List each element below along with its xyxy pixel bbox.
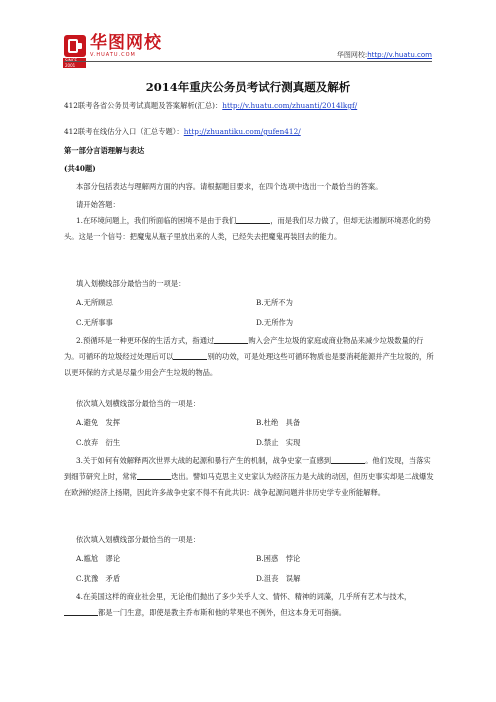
question-1-text-a: 1.在环境问题上，我们所面临的困境不是由于我们 bbox=[76, 216, 237, 225]
option-a[interactable]: A.尴尬 谬论 bbox=[76, 554, 121, 563]
logo-name: 华图网校 bbox=[90, 33, 162, 53]
link-label-2: 412联考在线估分入口（汇总专题）： bbox=[64, 127, 184, 136]
instruction: 请开始答题： bbox=[76, 200, 120, 209]
question-4 bbox=[64, 589, 434, 621]
question-2-prompt: 依次填入划横线部分最恰当的一项是： bbox=[76, 399, 201, 408]
option-b[interactable]: B.困惑 悖论 bbox=[256, 554, 301, 563]
page-title: 2014年重庆公务员考试行测真题及解析 bbox=[145, 80, 351, 94]
question-2-text-a: 2.预循环是一种更环保的生活方式，指通过 bbox=[76, 336, 215, 345]
question-count: (共40题) bbox=[64, 164, 96, 173]
question-3-text-a: 3.关于如何有效解释两次世界大战的起源和暴行产生的机制，战争史家一直感到 bbox=[76, 456, 332, 465]
question-3-text-b: 。他们发现，当落实到细节研究上时，常常 bbox=[64, 456, 431, 481]
section-intro: 本部分包括表达与理解两方面的内容。请根据题目要求，在四个选项中选出一个最恰当的答案。 bbox=[76, 182, 383, 191]
option-b[interactable]: B.无所不为 bbox=[256, 298, 293, 307]
site-label: 华图网校: bbox=[336, 51, 368, 59]
question-2-text-c: 别的功效，可是处理这些可循环物质也是要消耗能源并产生垃圾的，所以更环保的方式是尽量少用会产生垃圾的物品。 bbox=[64, 352, 434, 377]
site-link-row bbox=[337, 50, 432, 60]
link-url-2[interactable]: http://zhuantiku.com/gufen412/ bbox=[183, 127, 301, 136]
answer-blank bbox=[137, 471, 171, 480]
option-d[interactable]: D.禁止 实现 bbox=[256, 438, 301, 447]
option-a[interactable]: A.避免 发挥 bbox=[76, 418, 121, 427]
question-1-text-b: ，而是我们尽力做了，但却无法遏制环境恶化的势头。这是一个信号：把魔鬼从瓶子里放出来的人类，已经失去把魔鬼再装回去的能力。 bbox=[64, 216, 431, 241]
option-d[interactable]: D.无所作为 bbox=[256, 318, 294, 327]
site-link[interactable]: http://v.huatu.com bbox=[367, 51, 432, 59]
question-2-text-b: 购入会产生垃圾的家庭或商业物品来减少垃圾数量的行为。可循环的垃圾经过处理后可以 bbox=[64, 336, 424, 361]
link-label-1: 412联考各省公务员考试真题及答案解析(汇总)： bbox=[64, 101, 223, 110]
question-3-prompt: 依次填入划横线部分最恰当的一项是： bbox=[76, 535, 201, 544]
option-c[interactable]: C.犹豫 矛盾 bbox=[76, 574, 121, 583]
question-4-text-a: 4.在美国这样的商业社会里，无论他们抛出了多少关乎人文、情怀、精神的词藻，几乎所有艺术与技术， bbox=[76, 592, 412, 601]
answer-blank bbox=[331, 455, 365, 464]
question-1 bbox=[64, 213, 434, 245]
question-1-prompt: 填入划横线部分最恰当的一项是： bbox=[76, 279, 186, 288]
answer-blank bbox=[236, 215, 270, 224]
answer-blank bbox=[214, 335, 248, 344]
page-header bbox=[0, 0, 496, 68]
link-url-1[interactable]: http://v.huatu.com/zhuanti/2014lkgf/ bbox=[222, 101, 358, 110]
answer-blank bbox=[173, 351, 207, 360]
link-row-1 bbox=[64, 100, 434, 111]
logo-icon bbox=[64, 35, 86, 68]
logo-url: V.HUATU.COM bbox=[90, 52, 136, 58]
logo-est: SINCE 2001 bbox=[63, 58, 86, 68]
option-c[interactable]: C.放弃 衍生 bbox=[76, 438, 121, 447]
header-divider bbox=[64, 61, 432, 62]
question-2 bbox=[64, 333, 434, 381]
option-b[interactable]: B.杜绝 具备 bbox=[256, 418, 301, 427]
option-a[interactable]: A.无所顾忌 bbox=[76, 298, 113, 307]
huatu-logo[interactable] bbox=[64, 33, 162, 68]
question-4-text-b: 都是一门生意，即使是教主乔布斯和他的苹果也不例外，但这本身无可指摘。 bbox=[98, 608, 347, 617]
link-row-2 bbox=[64, 126, 434, 137]
section-title: 第一部分言语理解与表达 bbox=[64, 146, 145, 155]
option-d[interactable]: D.沮丧 误解 bbox=[256, 574, 301, 583]
answer-blank bbox=[64, 607, 98, 616]
question-3-text-c: 迭出。譬如马克思主义史家认为经济压力是大战的动因，但历史事实却是二战爆发在欧洲的经济上扬期，因此许多战争史家不得不有此共识：战争起源问题并非历史学专业所能解释。 bbox=[64, 472, 434, 497]
option-c[interactable]: C.无所事事 bbox=[76, 318, 113, 327]
question-3 bbox=[64, 453, 434, 501]
